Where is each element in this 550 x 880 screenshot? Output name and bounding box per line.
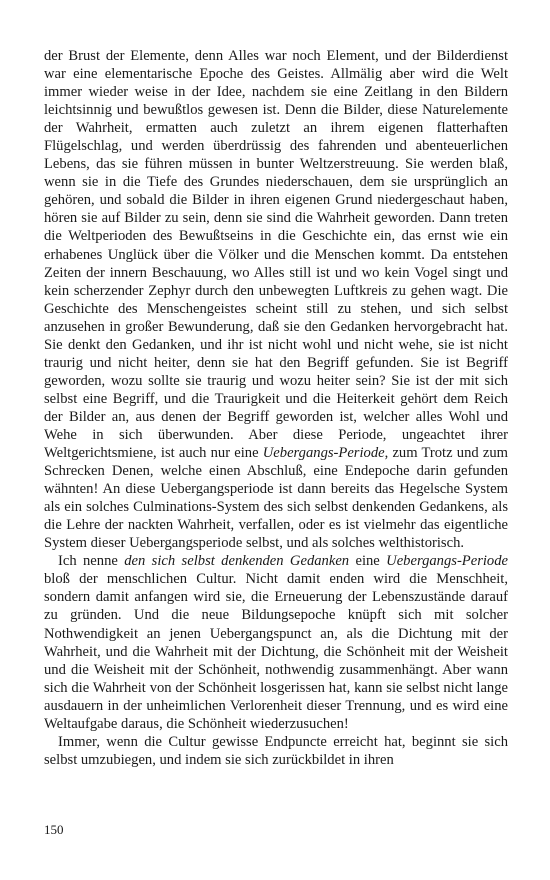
paragraph-2: Ich nenne den sich selbst denkenden Gedanken eine Uebergangs-Periode bloß der menschlichen Cultur. Nicht damit enden wird die Menschheit, sondern damit anfangen wird sie, die Erneuerung der Lebenszustände darauf zu gründen. Und die neue Bildungsepoche knüpft sich mit solcher Nothwendigkeit an jenen Uebergangspunct an, als die Dichtung mit der Wahrheit, und die Wahrheit mit der Dichtung, die Schönheit mit der Weisheit und die Weisheit mit der Schönheit, nothwendig zusammenhängt. Aber wann sich die Wahrheit von der Schönheit losgerissen hat, kann sie selbst nicht lange ausdauern in der unheimlichen Verlorenheit dieser Trennung, und es wird eine Weltaufgabe daraus, die Schönheit wiederzusuchen! bbox=[44, 553, 509, 732]
page-number: 150 bbox=[44, 822, 64, 837]
emphasis-text: Uebergangs-Periode bbox=[386, 553, 509, 570]
paragraph-1: der Brust der Elemente, denn Alles war noch Element, und der Bilderdienst war eine elementarische Epoche des Geistes. Allmälig aber wird die Welt immer wieder weise in der Idee, nachdem sie eine Zeitlang in den Bildern leichtsinnig und bewußtlos gewesen ist. Denn die Bilder, diese Naturelemente der Wahrheit, ermatten auch zuletzt an ihrem eigenen flatterhaften Flügelschlag, und werden überdrüssig des fahrenden und abenteuerlichen Lebens, das sie führen müssen in bunter Weltzerstreuung. Sie werden blaß, wenn sie in die Tiefe des Grundes niederschauen, dem sie ursprünglich an gehören, und sobald die Bilder in ihren eigenen Grund niedergeschaut haben, hören sie auf Bilder zu sein, denn sie sind die Wahrheit geworden. Dann treten die Weltperioden des Bewußtseins in die Geschichte ein, das ernst wie ein erhabenes Unglück über die Völker und die Menschen kommt. Da entstehen Zeiten der innern Beschauung, wo Alles still ist und wo kein Vogel singt und kein scherzender Zephyr durch den unbewegten Luftkreis zu gehen wagt. Die Geschichte des Menschengeistes scheint still zu stehen, und sich selbst anzusehen in großer Bewunderung, daß sie den Gedanken hervorgebracht hat. Sie denkt den Gedanken, und ihr ist nicht wohl und nicht wehe, sie ist nicht traurig und nicht heiter, denn sie hat den Begriff gefunden. Sie ist Begriff geworden, wozu sollte sie traurig und wozu heiter sein? Sie ist der mit sich selbst eine Begriff, und die Traurigkeit und die Heiterkeit gehört dem Reich der Bilder an, aus denen der Begriff geworden ist, welcher alles Wohl und Wehe in sich überwunden. Aber diese Periode, ungeachtet ihrer Weltgerichtsmiene, ist auch nur eine Uebergangs-Periode, zum Trotz und zum Schrecken Denen, welche einen Abschluß, eine Endepoche darin gefunden wähnten! An diese Uebergangsperiode ist dann bereits das Hegelsche System als ein solches Culminations-System des sich selbst denkenden Gedankens, als die Lehre der nackten Wahrheit, verfallen, oder es ist vielmehr das eigentliche System dieser Uebergangsperiode selbst, und als solches welthistorisch. bbox=[44, 48, 508, 552]
page-body bbox=[44, 47, 508, 769]
paragraph-3: Immer, wenn die Cultur gewisse Endpuncte erreicht hat, beginnt sie sich selbst umzubiegen, und indem sie sich zurückbildet in ihren bbox=[44, 733, 508, 768]
emphasis-text: den sich selbst denkenden Gedanken bbox=[124, 553, 350, 570]
emphasis-text: Uebergangs-Periode bbox=[262, 445, 385, 462]
